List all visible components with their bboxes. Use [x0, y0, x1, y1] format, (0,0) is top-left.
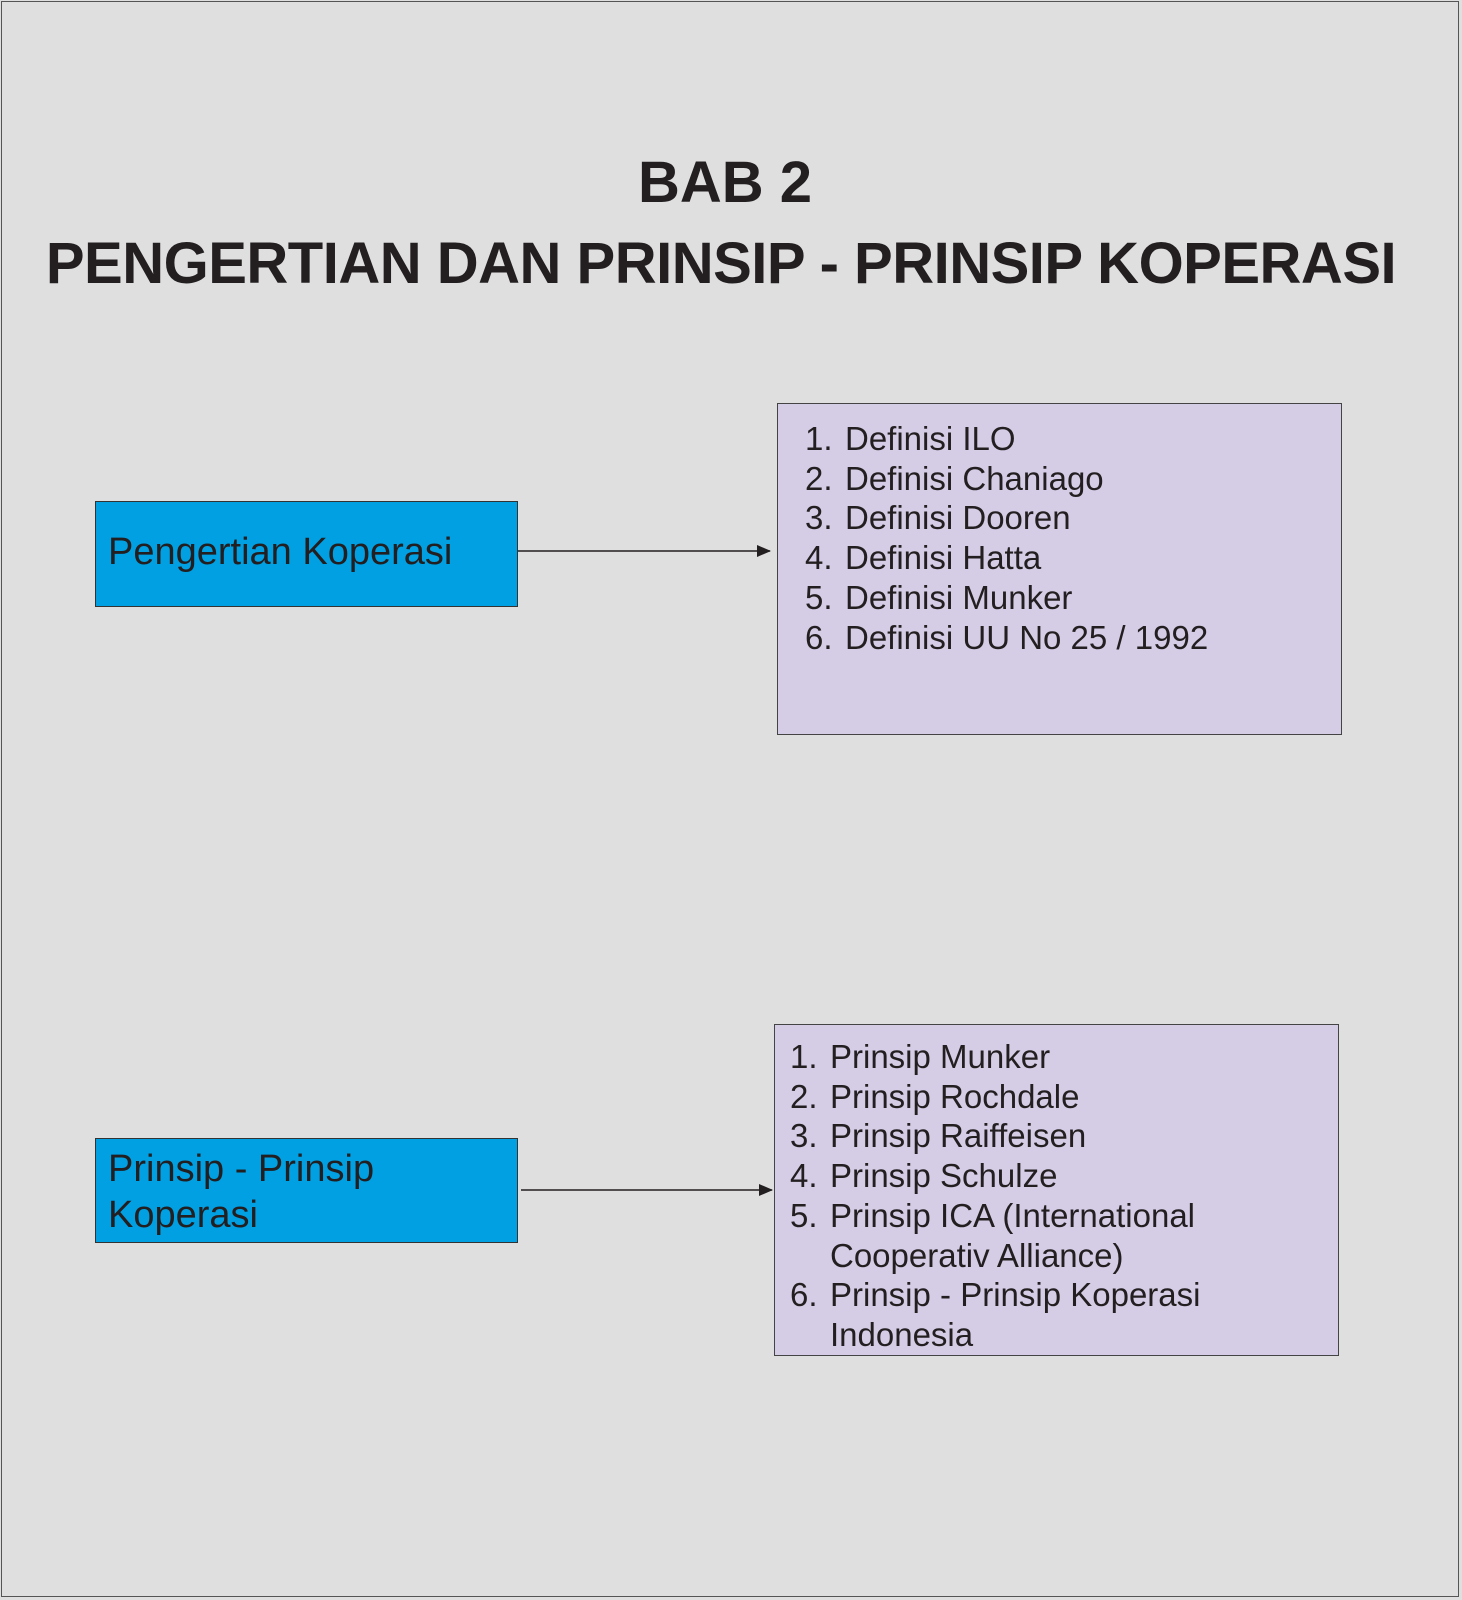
chapter-number: BAB 2 — [637, 150, 813, 215]
topic-label-pengertian: Pengertian Koperasi — [108, 531, 453, 573]
list-item: 1. Definisi ILO — [805, 420, 1016, 457]
list-item: 4. Prinsip Schulze — [790, 1157, 1058, 1195]
list-box-prinsip — [774, 1024, 1339, 1356]
list-item: 6. Prinsip - Prinsip Koperasi Indonesia — [790, 1276, 1201, 1353]
list-item: 1. Prinsip Munker — [790, 1038, 1051, 1075]
list-item: 5. Prinsip ICA (International Cooperativ Alliance) — [790, 1196, 1196, 1274]
list-item: 3. Prinsip Raiffeisen — [790, 1117, 1087, 1155]
list-item: 6. Definisi UU No 25 / 1992 — [805, 618, 1209, 656]
list-item: 2. Definisi Chaniago — [805, 459, 1104, 497]
list-box-definisi — [777, 403, 1342, 735]
list-item: 5. Definisi Munker — [805, 578, 1073, 616]
list-item: 2. Prinsip Rochdale — [790, 1077, 1080, 1115]
chapter-title: PENGERTIAN DAN PRINSIP - PRINSIP KOPERASI — [45, 231, 1397, 296]
list-item: 3. Definisi Dooren — [805, 499, 1071, 537]
topic-box-pengertian — [95, 501, 518, 607]
list-item: 4. Definisi Hatta — [805, 539, 1042, 577]
topic-box-prinsip — [95, 1138, 518, 1243]
topic-label-prinsip: Prinsip - Prinsip Koperasi — [108, 1148, 375, 1236]
